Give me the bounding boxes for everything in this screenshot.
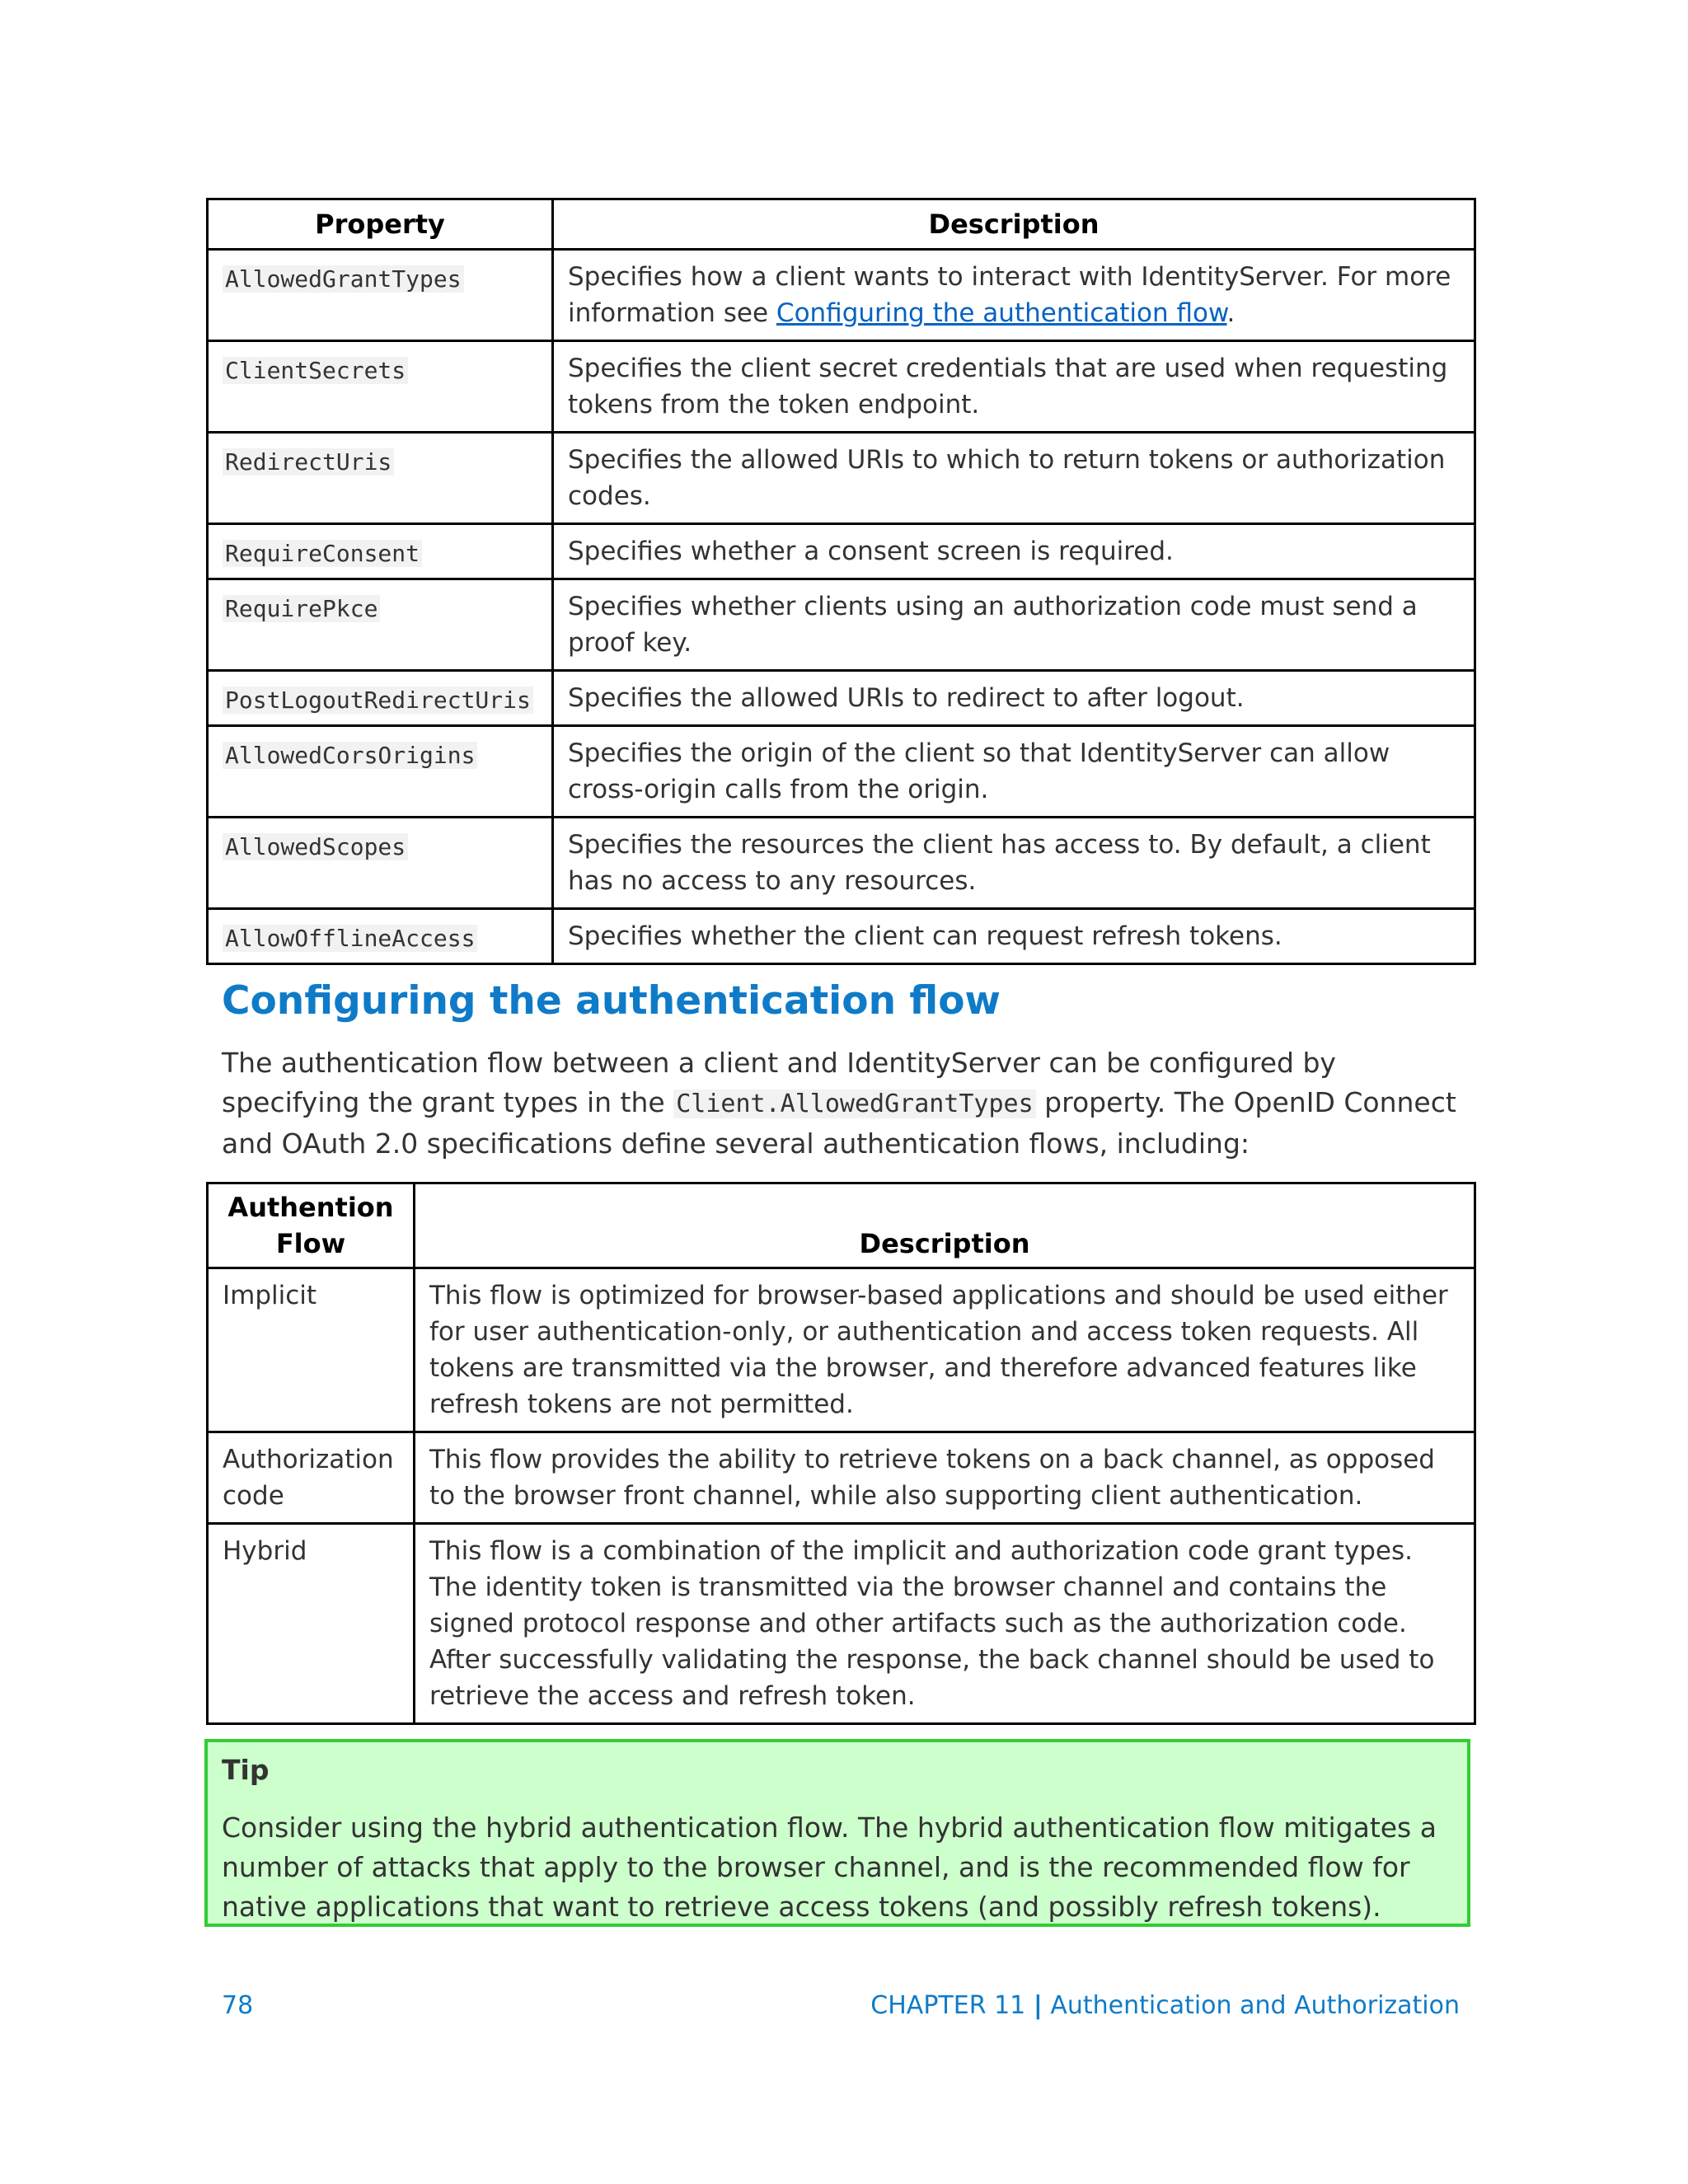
table-row [208, 1524, 1475, 1724]
property-cell [208, 671, 553, 726]
column-header-property: Property [208, 199, 553, 250]
table-row [208, 433, 1475, 524]
table-row [208, 726, 1475, 818]
description-cell: Specifies the origin of the client so that IdentityServer can allow cross-origin calls from the origin. [553, 726, 1475, 818]
chapter-label: CHAPTER 11 [870, 1991, 1026, 2020]
footer-separator: | [1033, 1991, 1043, 2020]
intro-paragraph: The authentication flow between a client and IdentityServer can be configured by specifying the grant types in the Client.AllowedGrantTypes property. The OpenID Connect and OAuth 2.0 specifications define several authentication flows, including: [222, 1047, 1456, 1160]
table-row [208, 671, 1475, 726]
property-name: PostLogoutRedirectUris [223, 687, 533, 714]
flow-name-cell: Hybrid [208, 1524, 415, 1724]
property-name: RequirePkce [223, 595, 380, 622]
table-row [208, 341, 1475, 433]
table-header-row [208, 1183, 1475, 1268]
description-cell: This flow provides the ability to retrieve tokens on a back channel, as opposed to the browser front channel, while also supporting client authentication. [415, 1432, 1475, 1524]
tip-box [204, 1739, 1470, 1927]
property-cell [208, 524, 553, 579]
auth-flows-table [206, 1182, 1476, 1725]
property-cell [208, 726, 553, 818]
table-row [208, 1432, 1475, 1524]
table-row [208, 579, 1475, 671]
description-cell: Specifies whether the client can request refresh tokens. [553, 909, 1475, 964]
property-cell [208, 341, 553, 433]
configuring-flow-link[interactable]: Configuring the authentication flow [776, 298, 1227, 328]
description-cell: Specifies whether a consent screen is required. [553, 524, 1475, 579]
flow-name-cell: Implicit [208, 1268, 415, 1432]
property-cell [208, 579, 553, 671]
table-row [208, 818, 1475, 909]
property-name: AllowedGrantTypes [223, 265, 464, 293]
running-footer [870, 1990, 1460, 2022]
property-cell [208, 250, 553, 341]
chapter-title: Authentication and Authorization [1050, 1991, 1460, 2020]
tip-body: Consider using the hybrid authentication flow. The hybrid authentication flow mitigates a number of attacks that apply to the browser channel, and is the recommended flow for native applications that want to retrieve access tokens (and possibly refresh tokens). [222, 1811, 1437, 1923]
property-cell [208, 909, 553, 964]
property-name: AllowedCorsOrigins [223, 742, 477, 769]
table-row [208, 1268, 1475, 1432]
column-header-flow: Authention Flow [208, 1183, 415, 1268]
inline-code: Client.AllowedGrantTypes [673, 1090, 1035, 1118]
description-cell: Specifies whether clients using an authorization code must send a proof key. [553, 579, 1475, 671]
column-header-description: Description [415, 1183, 1475, 1268]
description-cell: This flow is a combination of the implicit and authorization code grant types. The identity token is transmitted via the browser channel and contains the signed protocol response and other artifacts such as the authorization code. After successfully validating the response, the back channel should be used to retrieve the access and refresh token. [415, 1524, 1475, 1724]
property-name: AllowedScopes [223, 833, 408, 860]
properties-table [206, 198, 1476, 965]
table-header-row [208, 199, 1475, 250]
flow-name-cell: Authorization code [208, 1432, 415, 1524]
property-cell [208, 818, 553, 909]
property-name: AllowOfflineAccess [223, 925, 477, 952]
description-cell: This flow is optimized for browser-based applications and should be used either for user authentication-only, or authentication and access token requests. All tokens are transmitted via the browser, and therefore advanced features like refresh tokens are not permitted. [415, 1268, 1475, 1432]
section-heading: Configuring the authentication flow [222, 978, 1001, 1024]
property-name: RedirectUris [223, 448, 394, 476]
description-cell: Specifies the allowed URIs to which to return tokens or authorization codes. [553, 433, 1475, 524]
property-cell [208, 433, 553, 524]
property-name: ClientSecrets [223, 357, 408, 384]
column-header-description: Description [553, 199, 1475, 250]
description-cell: Specifies the resources the client has access to. By default, a client has no access to any resources. [553, 818, 1475, 909]
property-name: RequireConsent [223, 540, 422, 567]
table-row [208, 250, 1475, 341]
description-cell: Specifies the client secret credentials that are used when requesting tokens from the token endpoint. [553, 341, 1475, 433]
description-cell: Specifies the allowed URIs to redirect to after logout. [553, 671, 1475, 726]
description-cell: Specifies how a client wants to interact with IdentityServer. For more information see Configuring the authentication flow. [553, 250, 1475, 341]
tip-title: Tip [222, 1754, 270, 1786]
table-row [208, 909, 1475, 964]
page-number: 78 [222, 1991, 254, 2020]
table-row [208, 524, 1475, 579]
